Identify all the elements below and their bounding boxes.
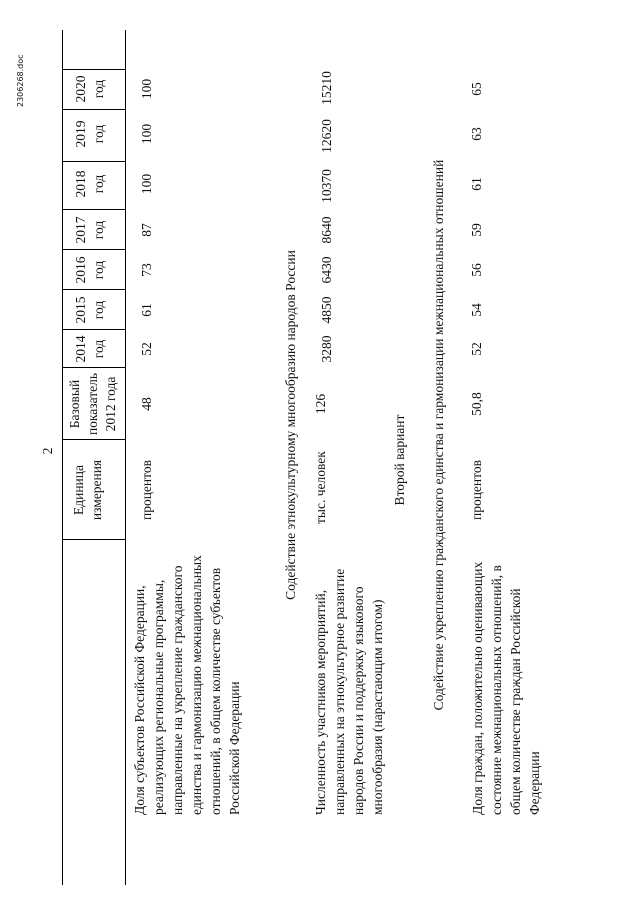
col-divider [62, 109, 125, 110]
row-value: 10370 [319, 169, 334, 203]
col-divider [62, 367, 125, 368]
row-value: 59 [469, 223, 484, 237]
header-year: 2019 год [73, 120, 106, 148]
row-value: 73 [139, 263, 154, 277]
row-base: 48 [139, 397, 154, 411]
row-label: Численность участников мероприятий, направленных на этнокультурное развитие народов России и поддержку языкового многообразия (нарастающим итогом) [313, 568, 385, 815]
header-base: Базовый показатель 2012 года [67, 372, 118, 436]
row-value: 65 [469, 82, 484, 96]
table-top-border [62, 30, 63, 885]
row-value: 12620 [319, 119, 334, 153]
row-value: 4850 [319, 296, 334, 324]
row-value: 52 [139, 342, 154, 356]
section-heading: Содействие этнокультурному многообразию народов России [283, 250, 298, 600]
row-unit: процентов [469, 460, 484, 521]
section-heading: Содействие укреплению гражданского единства и гармонизации межнациональных отношений [431, 159, 446, 711]
col-divider [62, 69, 125, 70]
header-year: 2018 год [73, 170, 106, 198]
row-value: 63 [469, 127, 484, 141]
unit-text: тыс. человек [313, 451, 328, 524]
row-label: Доля граждан, положительно оценивающих состояние межнациональных отношений, в общем количестве граждан Российской Федерации [470, 561, 542, 815]
row-base: 126 [313, 393, 328, 415]
header-year: 2016 год [73, 256, 106, 284]
page-number: 2 [40, 447, 55, 455]
row-value: 100 [139, 123, 154, 145]
row-unit: процентов [139, 460, 154, 521]
row-value: 6430 [319, 256, 334, 284]
header-year: 2020 год [73, 75, 106, 103]
header-year: 2014 год [73, 335, 106, 363]
section-heading: Второй вариант [392, 414, 407, 506]
row-value: 54 [469, 303, 484, 317]
row-unit [312, 442, 330, 538]
col-divider [62, 209, 125, 210]
col-divider [62, 161, 125, 162]
row-label: Доля субъектов Российской Федерации, реализующих региональные программы, направленные на укрепление гражданского единства и гармонизацию межнациональных отношений, в общем количестве субъектов Российской Федерации [132, 555, 242, 815]
col-divider [62, 329, 125, 330]
row-value: 61 [469, 177, 484, 191]
row-value: 61 [139, 303, 154, 317]
row-value: 8640 [319, 216, 334, 244]
col-divider [62, 439, 125, 440]
document-footer: 2306268.doc [16, 54, 25, 107]
col-divider [62, 289, 125, 290]
row-value: 15210 [319, 71, 334, 105]
row-value: 100 [139, 78, 154, 100]
row-value: 100 [139, 173, 154, 195]
table-header-border [125, 30, 126, 885]
row-value: 52 [469, 342, 484, 356]
header-year: 2015 год [73, 296, 106, 324]
row-value: 3280 [319, 335, 334, 363]
row-value: 56 [469, 263, 484, 277]
col-divider [62, 249, 125, 250]
row-base: 50,8 [469, 392, 484, 416]
row-value: 87 [139, 223, 154, 237]
col-divider [62, 539, 125, 540]
header-unit: Единица измерения [71, 459, 104, 521]
header-year: 2017 год [73, 216, 106, 244]
